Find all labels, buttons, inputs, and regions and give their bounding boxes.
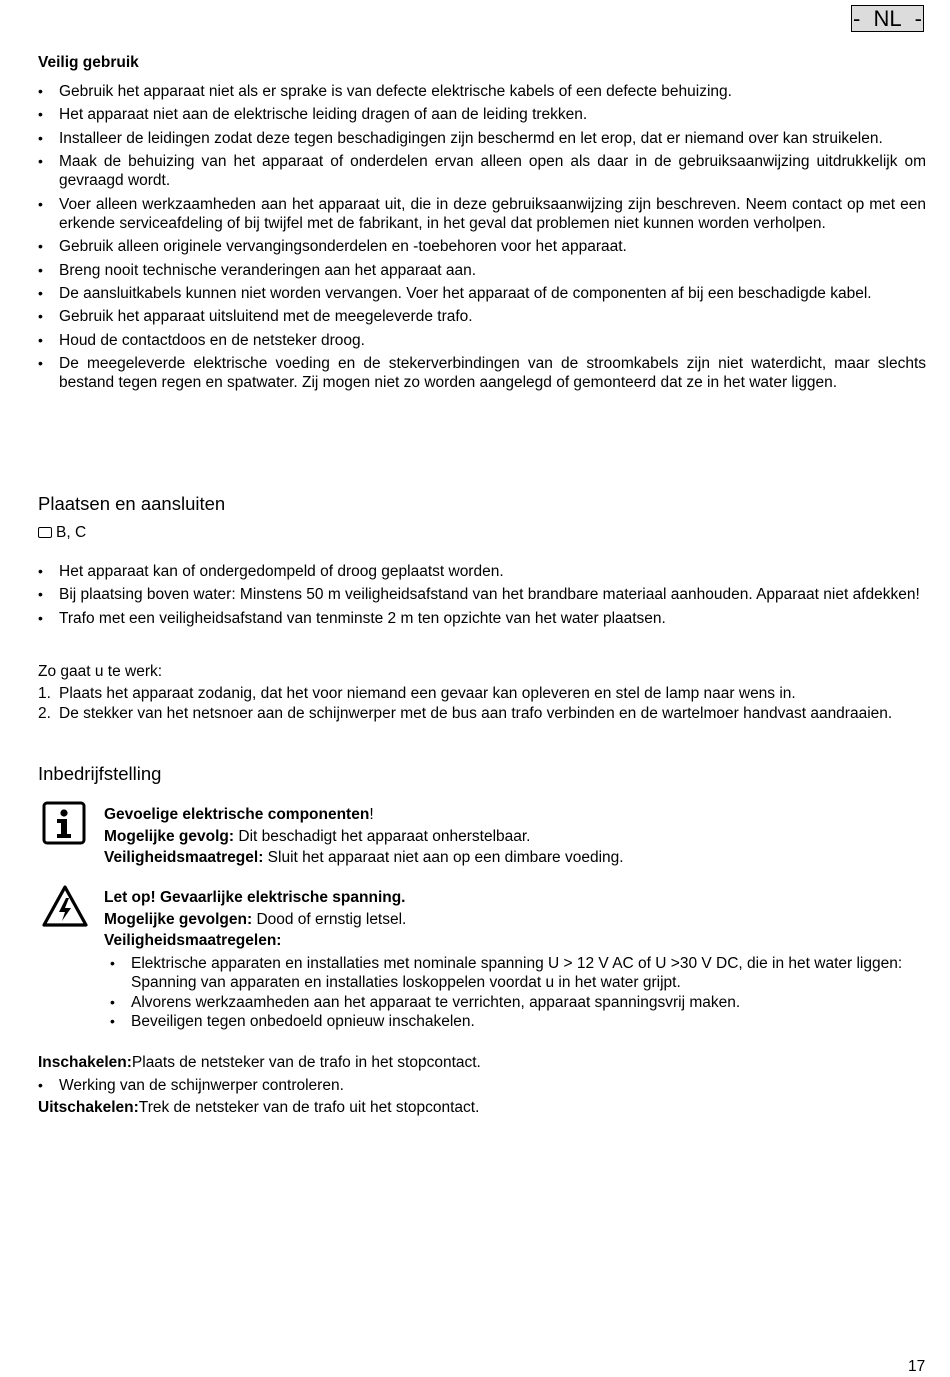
switch-off-label: Uitschakelen: [38, 1099, 139, 1116]
procedure-steps [38, 684, 926, 723]
section-title-safe-use: Veilig gebruik [38, 54, 139, 71]
switch-off-line [38, 1098, 479, 1118]
list-item: • Maak de behuizing van het apparaat of onderdelen ervan alleen open als daar in de gebruiksaanwijzing uitdrukkelijk om gevraagd wordt. [38, 152, 926, 191]
placement-list [38, 562, 926, 632]
list-item: • Gebruik alleen originele vervangingsonderdelen en -toebehoren voor het apparaat. [38, 237, 926, 257]
section-title-commissioning: Inbedrijfstelling [38, 763, 162, 784]
info-headline-bold: Gevoelige elektrische componenten [104, 806, 370, 823]
step-number: 2. [38, 704, 51, 722]
list-item: • Elektrische apparaten en installaties met nominale spanning U > 12 V AC of U >30 V DC, die in het water liggen: Spanning van apparaten en installaties loskoppelen voordat u in het water grijpt. [104, 954, 926, 993]
step-text: De stekker van het netsnoer aan de schijnwerper met de bus aan trafo verbinden en de wartelmoer handvast aandraaien. [59, 704, 893, 722]
lang-dash-left: - [853, 6, 861, 31]
switch-on-text: Plaats de netsteker van de trafo in het stopcontact. [131, 1054, 481, 1071]
step-text: Plaats het apparaat zodanig, dat het voor niemand een gevaar kan opleveren en stel de lamp naar wens in. [59, 685, 796, 702]
list-item: • Beveiligen tegen onbedoeld opnieuw inschakelen. [104, 1012, 926, 1032]
info-measure [104, 848, 926, 868]
figure-reference [38, 523, 86, 543]
info-consequence-text: Dit beschadigt het apparaat onherstelbaar. [234, 827, 531, 845]
language-badge [851, 5, 924, 32]
step-item [38, 704, 926, 724]
check-list [38, 1076, 926, 1099]
section-title-placement: Plaatsen en aansluiten [38, 493, 226, 514]
list-item: • Werking van de schijnwerper controleren. [38, 1076, 926, 1096]
info-headline-tail: ! [369, 806, 374, 823]
info-consequence [104, 827, 926, 847]
lang-code: NL [873, 6, 902, 31]
info-measure-label: Veiligheidsmaatregel: [104, 849, 264, 866]
info-notice [104, 805, 926, 868]
list-item: • Het apparaat niet aan de elektrische leiding dragen of aan de leiding trekken. [38, 105, 926, 125]
list-item: • Breng nooit technische veranderingen aan het apparaat aan. [38, 261, 926, 281]
list-item: • De aansluitkabels kunnen niet worden vervangen. Voer het apparaat of de componenten af bij een beschadigde kabel. [38, 284, 926, 304]
procedure-intro: Zo gaat u te werk: [38, 663, 163, 680]
list-item: • Bij plaatsing boven water: Minstens 50 m veiligheidsafstand van het brandbare materiaal aanhouden. Apparaat niet afdekken! [38, 585, 926, 605]
list-item: • Houd de contactdoos en de netsteker droog. [38, 331, 926, 351]
list-item: • Het apparaat kan of ondergedompeld of droog geplaatst worden. [38, 562, 926, 582]
list-item: • De meegeleverde elektrische voeding en de stekerverbindingen van de stroomkabels zijn niet waterdicht, maar slechts bestand tegen regen en spatwater. Zij mogen niet zo worden aangelegd of gemonteerd dat ze in het water liggen. [38, 354, 926, 393]
warning-measures-label-text: Veiligheidsmaatregelen: [104, 932, 282, 949]
warning-headline-text: Let op! Gevaarlijke elektrische spanning. [104, 889, 406, 906]
step-item [38, 684, 926, 704]
warning-headline [104, 888, 926, 908]
switch-on-label: Inschakelen: [38, 1054, 132, 1071]
list-item: • Gebruik het apparaat niet als er sprake is van defecte elektrische kabels of een defecte behuizing. [38, 82, 926, 102]
warning-measures-label [104, 931, 926, 951]
list-item: • Installeer de leidingen zodat deze tegen beschadigingen zijn beschermd en let erop, dat er niemand over kan struikelen. [38, 129, 926, 149]
step-number: 1. [38, 685, 51, 702]
info-measure-text: Sluit het apparaat niet aan op een dimbare voeding. [263, 849, 624, 866]
warning-icon [42, 884, 88, 934]
info-headline [104, 805, 926, 825]
figure-reference-text: B, C [56, 524, 87, 541]
switch-on-line [38, 1053, 481, 1073]
warning-consequence-label: Mogelijke gevolgen: [104, 910, 253, 928]
list-item: • Trafo met een veiligheidsafstand van tenminste 2 m ten opzichte van het water plaatsen. [38, 609, 926, 629]
lang-dash-right: - [914, 6, 922, 31]
page-number: 17 [908, 1358, 926, 1375]
info-icon [42, 801, 86, 851]
figure-icon [38, 527, 52, 538]
list-item: • Voer alleen werkzaamheden aan het apparaat uit, die in deze gebruiksaanwijzing zijn beschreven. Neem contact op met een erkende serviceafdeling of bij twijfel met de fabrikant, in het geval dat problemen niet kunnen worden verholpen. [38, 195, 926, 234]
info-consequence-label: Mogelijke gevolg: [104, 827, 235, 845]
warning-measures-list [104, 954, 926, 1032]
warning-consequence-text: Dood of ernstig letsel. [252, 910, 407, 928]
list-item: • Alvorens werkzaamheden aan het apparaat te verrichten, apparaat spanningsvrij maken. [104, 993, 926, 1013]
safe-use-list [38, 82, 926, 397]
warning-notice [104, 888, 926, 1032]
list-item: • Gebruik het apparaat uitsluitend met de meegeleverde trafo. [38, 307, 926, 327]
warning-consequence [104, 910, 926, 930]
switch-off-text: Trek de netsteker van de trafo uit het stopcontact. [138, 1099, 480, 1116]
